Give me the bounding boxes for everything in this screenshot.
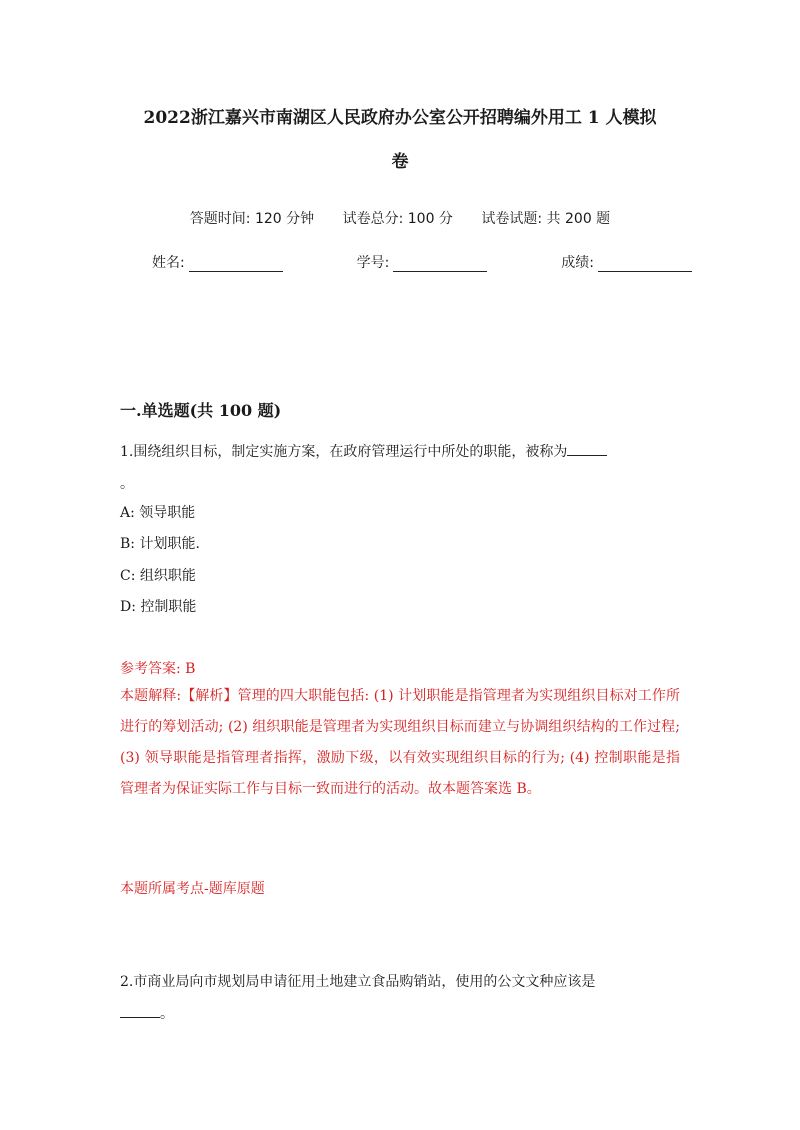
grade-blank[interactable] xyxy=(598,257,692,272)
question-1-option-a[interactable]: A: 领导职能 xyxy=(120,505,196,521)
student-id-field[interactable] xyxy=(357,252,488,272)
student-info-fields xyxy=(152,252,692,272)
question-1-text: 1.围绕组织目标，制定实施方案，在政府管理运行中所处的职能，被称为 xyxy=(120,444,568,460)
grade-label: 成绩: xyxy=(561,255,594,271)
exam-question-count: 试卷试题: 共 200 题 xyxy=(481,211,611,227)
question-1-option-c[interactable]: C: 组织职能 xyxy=(120,568,196,584)
title-line-1: 2022浙江嘉兴市南湖区人民政府办公室公开招聘编外用工 1 人模拟 xyxy=(143,108,657,128)
question-2-text: 2.市商业局向市规划局申请征用土地建立食品购销站，使用的公文文种应该是 xyxy=(120,974,596,990)
question-1-answer: 参考答案: B xyxy=(120,661,196,677)
question-1-option-b[interactable]: B: 计划职能. xyxy=(120,536,200,552)
name-blank[interactable] xyxy=(189,257,283,272)
grade-field[interactable] xyxy=(561,252,692,272)
question-1-stem-end: 。 xyxy=(120,476,134,492)
question-2-stem xyxy=(120,966,680,1030)
question-1-explanation: 本题解释:【解析】管理的四大职能包括: (1) 计划职能是指管理者为实现组织目标对工作所进行的筹划活动; (2) 组织职能是管理者为实现组织目标而建立与协调组织结构的工作过程; (3) 领导职能是指管理者指挥，激励下级，以有效实现组织目标的行为; (4) 控制职能是指管理者为保证实际工作与目标一致而进行的活动。故本题答案选 B。 xyxy=(120,688,680,797)
student-id-blank[interactable] xyxy=(393,257,487,272)
name-label: 姓名: xyxy=(152,255,185,271)
exam-time: 答题时间: 120 分钟 xyxy=(189,211,315,227)
exam-title xyxy=(110,96,690,184)
name-field[interactable] xyxy=(152,252,283,272)
exam-meta xyxy=(0,208,800,228)
title-line-2: 卷 xyxy=(391,152,409,172)
question-1-blank xyxy=(567,441,607,456)
section-heading: 一.单选题(共 100 题) xyxy=(120,401,282,420)
question-1-option-d[interactable]: D: 控制职能 xyxy=(120,599,197,615)
question-2-stem-end: 。 xyxy=(160,1006,174,1022)
exam-total-score: 试卷总分: 100 分 xyxy=(342,211,453,227)
student-id-label: 学号: xyxy=(356,255,390,271)
question-1-stem xyxy=(120,436,680,500)
question-1-knowledge-point: 本题所属考点-题库原题 xyxy=(120,881,265,897)
question-2-blank xyxy=(120,1003,160,1018)
